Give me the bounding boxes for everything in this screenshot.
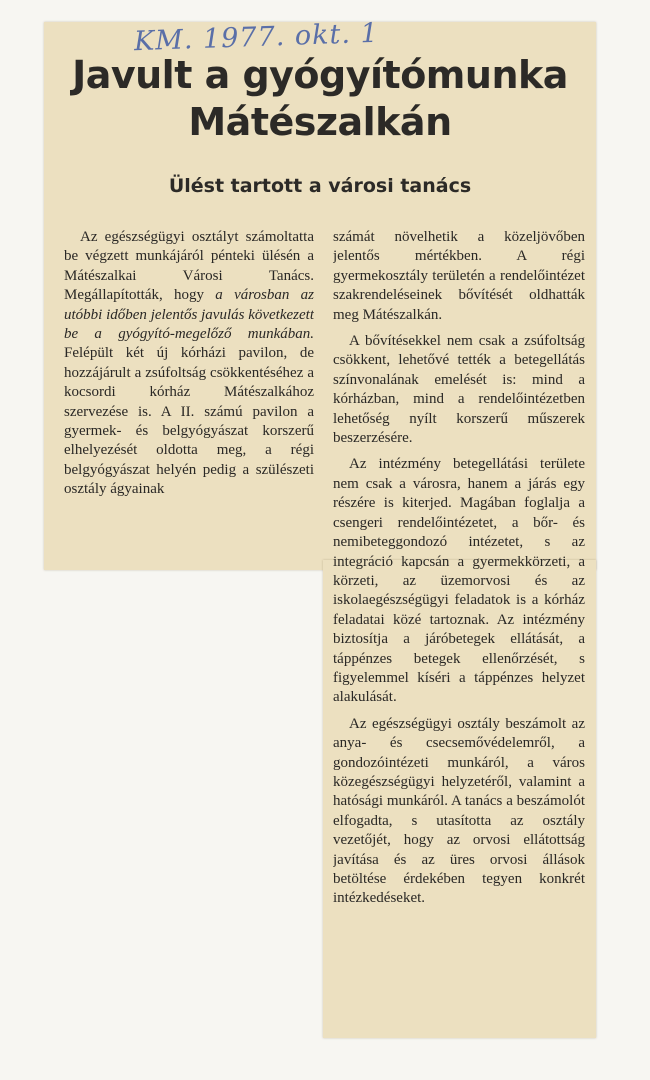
paragraph: A bővítésekkel nem csak a zsúfoltság csökkent, lehetővé tették a betegellátás színvonalának emelését is: mind a kórházban, mind a rendelőintézetben lehetőség nyílt korszerű műszerek beszerzésére. xyxy=(333,333,585,447)
article-column-left xyxy=(64,228,314,558)
subheadline: Ülést tartott a városi tanács xyxy=(168,175,472,197)
paragraph xyxy=(64,228,314,500)
paragraph: Az egészségügyi osztály beszámolt az anya- és csecsemővédelemről, a gondozóintézeti munkáról, a város közegészségügyi helyzetéről, valamint a hatósági munkáról. A tanács a beszámolót elfogadta, s utasította az osztály vezetőjét, hogy az orvosi ellátottság javítása és az üres orvosi állások betöltése érdekében tegyen konkrét intézkedéseket. xyxy=(333,715,585,907)
article-column-right xyxy=(333,228,585,1038)
paragraph-continuation: számát növelhetik a közeljövőben jelentős mértékben. A régi gyermekosztály területén a rendelőintézet szakrendeléseinek bővítését oldhatták meg Mátészalkán. xyxy=(333,229,585,323)
headline-line-1: Javult a gyógyítómunka xyxy=(72,53,568,97)
headline xyxy=(44,52,596,146)
paragraph-text: Felépült két új kórházi pavilon, de hozzájárult a zsúfoltság csökkentéséhez a kocsordi kórház Mátészalkához szervezése is. A II. számú pavilon a gyermek- és belgyógyászat korszerű elhelyezését oldotta meg, a régi belgyógyászat helyén pedig a szülészeti osztály ágyainak xyxy=(64,345,314,498)
handwritten-date-note: KM. 1977. okt. 1 xyxy=(133,17,380,58)
paragraph-italic-text: a városban az utóbbi időben jelentős javulás következett be a gyógyító-megelőző munkában. xyxy=(64,287,314,343)
paragraph: Az intézmény betegellátási területe nem csak a városra, hanem a járás egy részére is kiterjed. Magában foglalja a csengeri rendelőintézetet, a bőr- és nemibeteggondozó intézetet, s az integráció kapcsán a gyermekkörzeti, a körzeti, az üzemorvosi és az iskolaegészségügyi feladatok is a kórház feladatai közé tartoznak. Az intézmény biztosítja a járóbetegek ellátását, a táppénzes betegek ellenőrzését, s figyelemmel kíséri a táppénzes helyzet alakulását. xyxy=(333,456,585,706)
headline-line-2: Mátészalkán xyxy=(188,100,452,144)
paragraph-text: Az egészségügyi osztályt számoltatta be végzett munkájáról pénteki ülésén a Mátészalkai Városi Tanács. Megállapították, hogy xyxy=(64,229,314,304)
